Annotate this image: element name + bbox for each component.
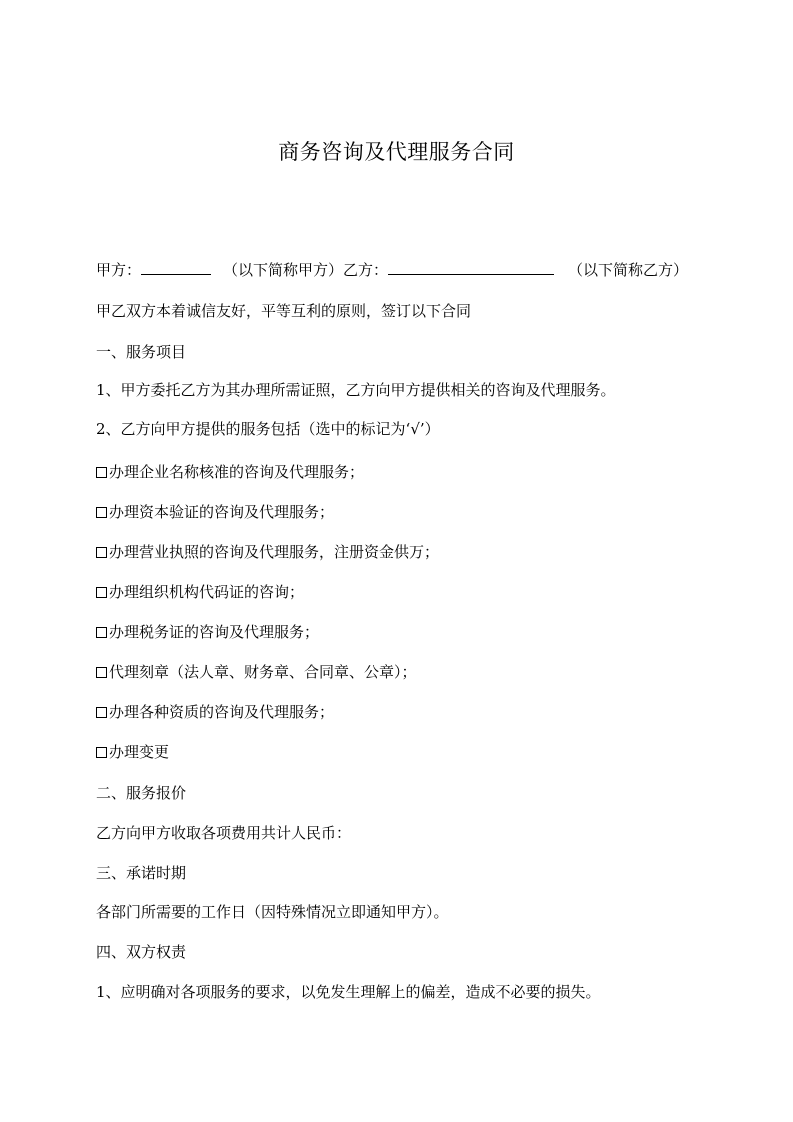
party-b-blank[interactable]	[388, 259, 554, 275]
service-option	[96, 581, 304, 603]
service-option	[96, 741, 169, 763]
checkbox-icon[interactable]	[96, 587, 107, 598]
party-a-blank[interactable]	[141, 259, 211, 275]
service-option	[96, 501, 334, 523]
service-option	[96, 541, 439, 563]
section-2-heading: 二、服务报价	[96, 784, 187, 802]
checkbox-icon[interactable]	[96, 547, 107, 558]
party-a-note: （以下简称甲方）	[223, 261, 344, 279]
checkbox-icon[interactable]	[96, 667, 107, 678]
section-1-item-1: 1、甲方委托乙方为其办理所需证照，乙方向甲方提供相关的咨询及代理服务。	[96, 381, 616, 399]
checkbox-icon[interactable]	[96, 747, 107, 758]
section-3-text: 各部门所需要的工作日（因特殊情况立即通知甲方）。	[96, 903, 449, 921]
service-option-label: 办理组织机构代码证的咨询；	[109, 583, 305, 601]
service-option	[96, 661, 417, 683]
service-option-label: 办理税务证的咨询及代理服务；	[109, 623, 320, 641]
section-4-heading: 四、双方权责	[96, 943, 187, 961]
service-option	[96, 461, 364, 483]
service-option-label: 办理资本验证的咨询及代理服务；	[109, 503, 335, 521]
service-option-label: 办理营业执照的咨询及代理服务，注册资金供万；	[109, 543, 440, 561]
checkbox-icon[interactable]	[96, 507, 107, 518]
section-2-text: 乙方向甲方收取各项费用共计人民币：	[96, 824, 352, 842]
party-a-label: 甲方：	[96, 261, 142, 279]
service-option	[96, 701, 334, 723]
checkbox-icon[interactable]	[96, 627, 107, 638]
service-option-label: 办理各种资质的咨询及代理服务；	[109, 703, 335, 721]
party-b-note: （以下简称乙方）	[568, 261, 689, 279]
checkbox-icon[interactable]	[96, 707, 107, 718]
service-option-label: 代理刻章（法人章、财务章、合同章、公章）；	[109, 663, 417, 681]
section-1-item-2: 2、乙方向甲方提供的服务包括（选中的标记为‘√’）	[96, 420, 440, 438]
section-4-item-1: 1、应明确对各项服务的要求，以免发生理解上的偏差，造成不必要的损失。	[96, 983, 601, 1001]
contract-title: 商务咨询及代理服务合同	[278, 140, 515, 164]
section-3-heading: 三、承诺时期	[96, 864, 187, 882]
section-1-heading: 一、服务项目	[96, 343, 187, 361]
service-option-label: 办理企业名称核准的咨询及代理服务；	[109, 463, 365, 481]
intro-text: 甲乙双方本着诚信友好，平等互利的原则，签订以下合同	[96, 302, 472, 320]
service-option	[96, 621, 319, 643]
parties-line	[96, 259, 706, 281]
service-option-label: 办理变更	[109, 743, 170, 761]
party-b-label: 乙方：	[343, 261, 389, 279]
checkbox-icon[interactable]	[96, 467, 107, 478]
